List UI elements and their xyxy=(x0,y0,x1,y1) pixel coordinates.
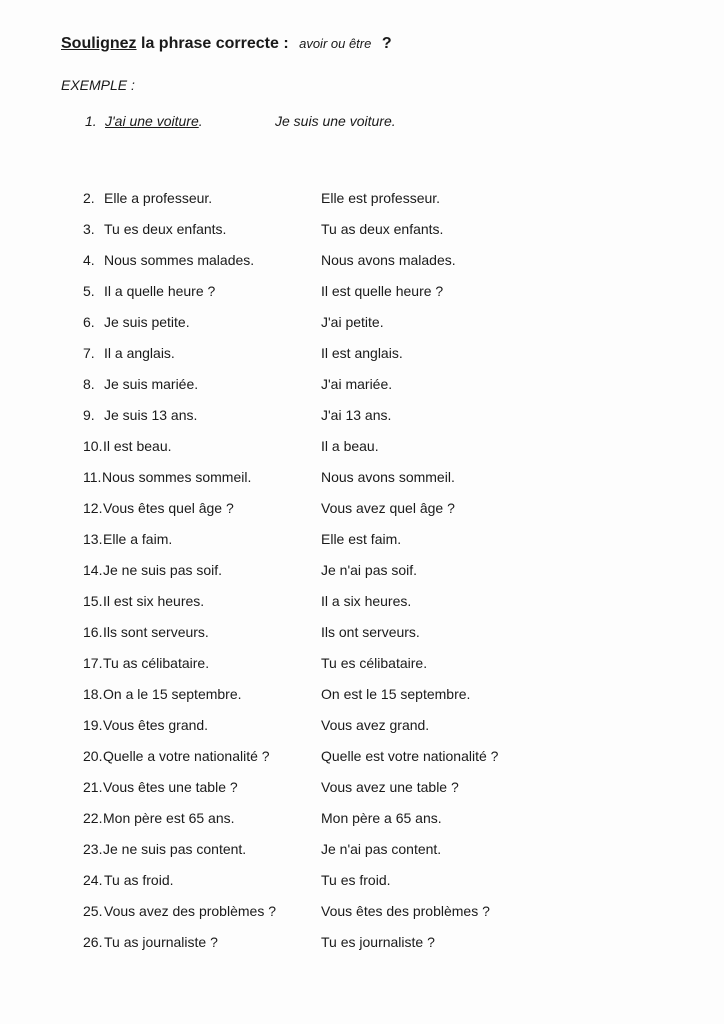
item-number: 21. xyxy=(83,779,103,795)
sentence-option-a[interactable]: Tu as journaliste ? xyxy=(104,934,218,950)
item-number: 15. xyxy=(83,593,103,609)
sentence-option-a[interactable]: Il est beau. xyxy=(103,438,172,454)
list-item xyxy=(83,593,683,624)
example-option-a: J'ai une voiture xyxy=(105,113,199,129)
sentence-option-b[interactable]: Nous avons sommeil. xyxy=(321,469,455,485)
sentence-option-a[interactable]: Il a quelle heure ? xyxy=(104,283,216,299)
item-number: 12. xyxy=(83,500,103,516)
sentence-option-a[interactable]: Je suis petite. xyxy=(104,314,190,330)
sentence-option-b[interactable]: On est le 15 septembre. xyxy=(321,686,471,702)
sentence-option-b[interactable]: Vous avez grand. xyxy=(321,717,430,733)
sentence-option-a[interactable]: Tu as froid. xyxy=(104,872,174,888)
sentence-option-a[interactable]: Ils sont serveurs. xyxy=(103,624,209,640)
sentence-option-a[interactable]: Vous êtes quel âge ? xyxy=(103,500,234,516)
item-number: 17. xyxy=(83,655,103,671)
item-number: 13. xyxy=(83,531,103,547)
item-number: 26. xyxy=(83,934,103,950)
sentence-option-b[interactable]: Il a six heures. xyxy=(321,593,412,609)
list-item xyxy=(83,190,683,221)
item-number: 24. xyxy=(83,872,103,888)
list-item xyxy=(83,438,683,469)
example-row xyxy=(85,113,396,129)
item-number: 6. xyxy=(83,314,95,330)
list-item xyxy=(83,407,683,438)
item-number: 10. xyxy=(83,438,103,454)
sentence-option-a[interactable]: Il est six heures. xyxy=(103,593,205,609)
list-item xyxy=(83,686,683,717)
item-number: 14. xyxy=(83,562,103,578)
sentence-option-a[interactable]: Tu as célibataire. xyxy=(103,655,210,671)
sentence-option-b[interactable]: Vous avez quel âge ? xyxy=(321,500,455,516)
title-subtitle: avoir ou être xyxy=(299,36,372,51)
list-item xyxy=(83,810,683,841)
sentence-option-a[interactable]: Mon père est 65 ans. xyxy=(103,810,235,826)
sentence-option-b[interactable]: J'ai petite. xyxy=(321,314,384,330)
item-number: 8. xyxy=(83,376,95,392)
list-item xyxy=(83,252,683,283)
sentence-option-b[interactable]: Il est quelle heure ? xyxy=(321,283,444,299)
sentence-option-a[interactable]: Je suis mariée. xyxy=(104,376,199,392)
item-number: 16. xyxy=(83,624,103,640)
item-number: 3. xyxy=(83,221,95,237)
page-title xyxy=(61,35,392,53)
sentence-option-b[interactable]: Tu es froid. xyxy=(321,872,391,888)
item-number: 20. xyxy=(83,748,103,764)
item-number: 25. xyxy=(83,903,103,919)
sentence-option-a[interactable]: Elle a professeur. xyxy=(104,190,213,206)
sentence-option-b[interactable]: Nous avons malades. xyxy=(321,252,456,268)
sentence-option-b[interactable]: J'ai 13 ans. xyxy=(321,407,392,423)
sentence-option-b[interactable]: Vous êtes des problèmes ? xyxy=(321,903,490,919)
sentence-option-b[interactable]: Il est anglais. xyxy=(321,345,403,361)
sentence-option-b[interactable]: Tu es célibataire. xyxy=(321,655,428,671)
sentence-option-a[interactable]: Je ne suis pas soif. xyxy=(103,562,223,578)
item-number: 11. xyxy=(83,469,102,485)
list-item xyxy=(83,934,683,965)
list-item xyxy=(83,469,683,500)
item-number: 5. xyxy=(83,283,95,299)
title-underlined-word: Soulignez xyxy=(61,35,137,52)
sentence-option-a[interactable]: Je suis 13 ans. xyxy=(104,407,198,423)
sentence-option-a[interactable]: Il a anglais. xyxy=(104,345,175,361)
item-number: 2. xyxy=(83,190,95,206)
item-number: 19. xyxy=(83,717,103,733)
sentence-option-a[interactable]: Vous avez des problèmes ? xyxy=(104,903,276,919)
sentence-option-a[interactable]: Nous sommes sommeil. xyxy=(102,469,252,485)
example-option-b: Je suis une voiture. xyxy=(275,113,396,129)
sentence-option-b[interactable]: Elle est professeur. xyxy=(321,190,441,206)
list-item xyxy=(83,500,683,531)
sentence-option-b[interactable]: Ils ont serveurs. xyxy=(321,624,420,640)
sentence-option-b[interactable]: Je n'ai pas soif. xyxy=(321,562,418,578)
sentence-option-b[interactable]: Tu es journaliste ? xyxy=(321,934,435,950)
list-item xyxy=(83,314,683,345)
sentence-option-b[interactable]: Mon père a 65 ans. xyxy=(321,810,442,826)
list-item xyxy=(83,624,683,655)
example-label: EXEMPLE : xyxy=(61,77,135,93)
sentence-option-b[interactable]: Tu as deux enfants. xyxy=(321,221,444,237)
sentence-option-a[interactable]: Tu es deux enfants. xyxy=(104,221,227,237)
item-number: 22. xyxy=(83,810,103,826)
list-item xyxy=(83,872,683,903)
example-number: 1. xyxy=(85,113,97,129)
list-item xyxy=(83,221,683,252)
list-item xyxy=(83,903,683,934)
list-item xyxy=(83,779,683,810)
item-number: 4. xyxy=(83,252,95,268)
title-question-mark: ? xyxy=(381,35,392,52)
sentence-option-b[interactable]: Quelle est votre nationalité ? xyxy=(321,748,499,764)
list-item xyxy=(83,562,683,593)
list-item xyxy=(83,345,683,376)
sentence-list xyxy=(83,190,683,965)
sentence-option-b[interactable]: Vous avez une table ? xyxy=(321,779,459,795)
example-period: . xyxy=(198,113,203,129)
sentence-option-a[interactable]: Vous êtes grand. xyxy=(103,717,209,733)
sentence-option-a[interactable]: Vous êtes une table ? xyxy=(103,779,238,795)
sentence-option-b[interactable]: Elle est faim. xyxy=(321,531,402,547)
item-number: 18. xyxy=(83,686,103,702)
item-number: 23. xyxy=(83,841,103,857)
sentence-option-b[interactable]: Il a beau. xyxy=(321,438,379,454)
sentence-option-a[interactable]: Je ne suis pas content. xyxy=(103,841,247,857)
sentence-option-a[interactable]: Quelle a votre nationalité ? xyxy=(103,748,270,764)
list-item xyxy=(83,283,683,314)
item-number: 7. xyxy=(83,345,95,361)
list-item xyxy=(83,531,683,562)
sentence-option-a[interactable]: On a le 15 septembre. xyxy=(103,686,242,702)
title-text: la phrase correcte : xyxy=(141,35,289,52)
sentence-option-a[interactable]: Nous sommes malades. xyxy=(104,252,255,268)
item-number: 9. xyxy=(83,407,95,423)
list-item xyxy=(83,655,683,686)
list-item xyxy=(83,717,683,748)
list-item xyxy=(83,748,683,779)
sentence-option-b[interactable]: J'ai mariée. xyxy=(321,376,393,392)
list-item xyxy=(83,841,683,872)
list-item xyxy=(83,376,683,407)
sentence-option-b[interactable]: Je n'ai pas content. xyxy=(321,841,442,857)
sentence-option-a[interactable]: Elle a faim. xyxy=(103,531,173,547)
